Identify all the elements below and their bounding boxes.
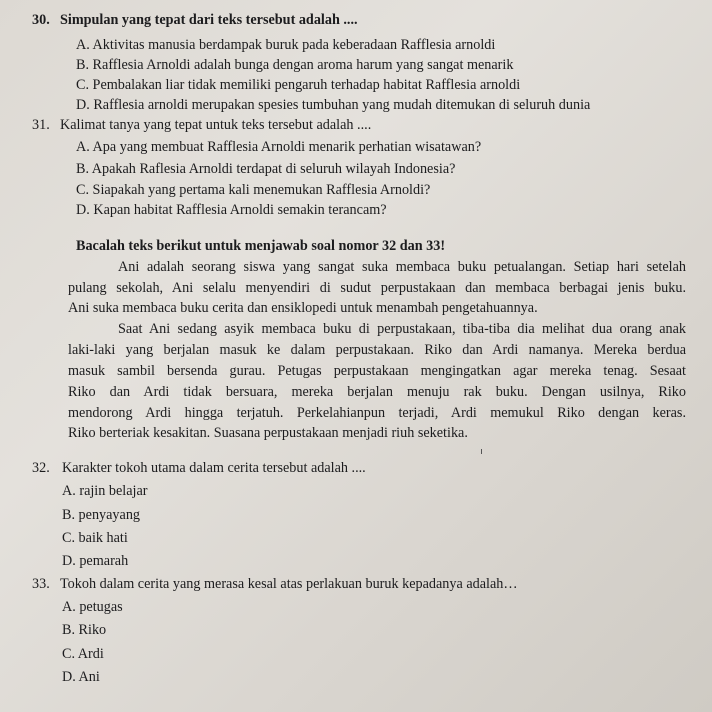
question-33-option-a: A. petugas — [62, 599, 123, 615]
question-31-option-d: D. Kapan habitat Rafflesia Arnoldi semakin terancam? — [76, 202, 387, 218]
question-30-number: 30. — [32, 12, 50, 28]
question-31-option-b: B. Apakah Raflesia Arnoldi terdapat di seluruh wilayah Indonesia? — [76, 161, 456, 177]
passage-para1-line3: Ani suka membaca buku cerita dan ensiklopedi untuk menambah pengetahuannya. — [68, 300, 538, 316]
question-31-option-c: C. Siapakah yang pertama kali menemukan Rafflesia Arnoldi? — [76, 182, 431, 198]
passage-para1-line2: pulang sekolah, Ani selalu menyendiri di sudut perpustakaan dan membaca berbagai jenis buku. — [68, 280, 686, 296]
reading-instruction: Bacalah teks berikut untuk menjawab soal nomor 32 dan 33! — [76, 238, 446, 254]
passage-para2-line5: mendorong Ardi hingga terjatuh. Perkelahianpun terjadi, Ardi memukul Riko dengan keras. — [68, 405, 686, 421]
question-32-option-a: A. rajin belajar — [62, 483, 148, 499]
question-30-option-a: A. Aktivitas manusia berdampak buruk pada keberadaan Rafflesia arnoldi — [76, 37, 496, 53]
question-30-option-b: B. Rafflesia Arnoldi adalah bunga dengan aroma harum yang sangat menarik — [76, 57, 514, 73]
passage-para1-line1: Ani adalah seorang siswa yang sangat suka membaca buku petualangan. Setiap hari setelah — [118, 259, 686, 275]
question-33-option-c: C. Ardi — [62, 646, 104, 662]
passage-para2-line4: Riko dan Ardi tidak bersuara, mereka berjalan menuju rak buku. Dengan usilnya, Riko — [68, 384, 686, 400]
question-31-option-a: A. Apa yang membuat Rafflesia Arnoldi menarik perhatian wisatawan? — [76, 139, 482, 155]
question-33-number: 33. — [32, 576, 50, 592]
question-32-option-c: C. baik hati — [62, 530, 128, 546]
question-30-option-d: D. Rafflesia arnoldi merupakan spesies tumbuhan yang mudah ditemukan di seluruh dunia — [76, 97, 591, 113]
question-32-text: Karakter tokoh utama dalam cerita tersebut adalah .... — [62, 460, 366, 476]
question-30-option-c: C. Pembalakan liar tidak memiliki pengaruh terhadap habitat Rafflesia arnoldi — [76, 77, 521, 93]
question-33-option-d: D. Ani — [62, 669, 100, 685]
passage-para2-line6: Riko berteriak kesakitan. Suasana perpustakaan menjadi riuh seketika. — [68, 425, 468, 441]
question-33-option-b: B. Riko — [62, 622, 107, 638]
stray-pen-mark — [481, 449, 482, 454]
question-32-option-d: D. pemarah — [62, 553, 129, 569]
passage-para2-line3: masuk sambil bersenda gurau. Petugas perpustakaan mengingatkan agar mereka tenag. Sesaat — [68, 363, 686, 379]
question-31-text: Kalimat tanya yang tepat untuk teks tersebut adalah .... — [60, 117, 372, 133]
question-33-text: Tokoh dalam cerita yang merasa kesal atas perlakuan buruk kepadanya adalah… — [60, 576, 518, 592]
question-31-number: 31. — [32, 117, 50, 133]
question-32-number: 32. — [32, 460, 50, 476]
question-30-text: Simpulan yang tepat dari teks tersebut adalah .... — [60, 12, 358, 28]
question-32-option-b: B. penyayang — [62, 507, 141, 523]
passage-para2-line1: Saat Ani sedang asyik membaca buku di perpustakaan, tiba-tiba dia melihat dua orang anak — [118, 321, 686, 337]
passage-para2-line2: laki-laki yang berjalan masuk ke dalam perpustakaan. Riko dan Ardi namanya. Mereka berdua — [68, 342, 686, 358]
